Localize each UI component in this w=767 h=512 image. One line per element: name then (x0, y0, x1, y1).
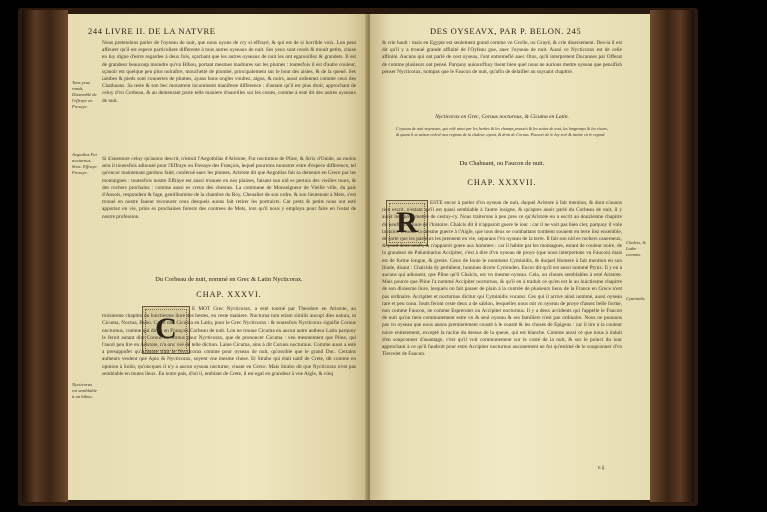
signature-mark: n ij (598, 466, 605, 471)
page-edges-right (650, 10, 694, 502)
right-caption-2: Du Chahuant, ou Faucon de nuit. (459, 160, 545, 167)
right-margin-note-2: Cyminidis (626, 296, 645, 301)
left-margin-note-2: Aegotilas Fur nocturnus. Strix. Effraye. Fresaye. (72, 152, 98, 175)
left-margin-note-3: Nycticorax est semblable à un hibou. (72, 382, 97, 399)
right-page (370, 14, 650, 500)
left-chapter-text: E MOT Grec Nycticorax, a esté tourné par Theodore en Aristote, au troisiesme chapitre du huictiesme liure des bestes, en ceste maniere. Nocturna tum etiam similis aucupi dies natura, ut Cicuma, Noctua, Bubo. Car il met Cicuma en Latin, pour le Grec Nycticorax : & toutesfois Nycticorax signifie Coruus nocturnus, comme qui diroit en François Corbeau de nuit. Lon ne trouue Cicuma en aucun autre autheur Latin parquoy le feroit autant dire Coruus nocturnus pour Nycticorax, que de prononcer Cicuma : veu mesmement que Pline, qui l'auoit peu lire en Aristote, n'a onc vsé de telle diction. Laine Cicuma, ains à dit Coruus nocturnus. Comme aussi a esté a presuppofer qu'Aristote n'ait le Nycticorax comme pour oyseau de nuit, qu'ossible que le grand Duc. Certains autheurs veulent que Apio & Nycticorax, soyent vne mesme chose. Et Strabo qui était natif de Crete, dit comme en opinion à Solin, qu'oncques il n'y a aucun oyseau nocturne, viuant en Grece. Mais Strabo dit que Nycticorax n'est pas semblable en toutes lieux. En notre pais, d'où il, emblant de Crete, il est egal en grandeur à vne Aigle, & cinq (102, 306, 356, 377)
left-page (68, 14, 368, 500)
left-margin-note-1: Tons yeux ronds, Dissemblé de l'effraye en Fresaye. (72, 80, 97, 109)
right-caption-1: Nycticorax en Grec, Coruus nocturnus, & Cicuma en Latin. (435, 114, 569, 120)
left-page-header: 244 LIVRE II. DE LA NATVRE (88, 26, 216, 36)
right-small-text: L'oyseau de nuit noyrastre, qui volé ainsi par les herbes & les champs poussés & les suites de tout, les longtemps & les rieurs, & quant il se saison enlevé aux regions de la chaleur, ayant, & droit de Coruus. Pouvoir de le luy voir & mettre en le regard. (396, 126, 608, 137)
right-chapter-heading: CHAP. XXXVII. (467, 178, 537, 187)
left-dropcap-letter: C (155, 312, 177, 345)
book (18, 8, 698, 506)
right-chapter-text: ESTE encor à parler d'vn oyseau de nuit, duquel Aristote à fait mention, & dont n'auons rien escrit, n'estant qu'il est quasi semblable à l'autre insigne, & qu'apres auoir parlé du Corbeau de nuit, il y auoit lieu pour mettre de cestuy-cy. Nous traiterons à peu pres ce qu'Aristote en a escrit au douziesme chapitre du neufiesme liure de l'histoire. Chalcis dit il n'apparoit guere le iour : car il ne voit pas bien cler, parquoy il vole la nuict. Il mene la mesme guerre à l'Aigle, que tous deux se combattans tombent souuent en terre liez ensemble, de sorte que les pasteurs les prennent en vie, separans l'vn oyseau de la terre. Il fait son nid es rochers cauerneux, & pond deux oeufs, & n'apparoit guere aux hommes : car il habite par les montagnes, estant de couleur noire, de la grandeur de Palumbarius Accipiter, c'est à dire d'vn oyseau de proye (que nous interpretons vn Faucon) mais est de forme longue, & greste. Ceux de Ionie le nomment Cyminidis, & duquel Homere à fait mention en son Iliade, disant : Chalcida dy perhibent, homines dicere Cyminden. Encor dit qu'il est aussi nommé Ptynx. Il y en à aucuns qui adiouent, que Pline qu'il Chalcis, est vn mesme oyseau. Cela, ou choses semblables à esté Aristote. Mais pource que Pline l'a nommé Accipiter nocturnus, & qu'il en à traduit ce qu'en est le au huictiesme chapitre de son dixiesme liure, lesquels on fait passer de plain à la contrée de plusieurs lieux de la France en Grece n'est pas ordinaire. Accipiter et nocturnus dicitur qui Cyminidis vocatur. Ces qui il arrive ainsi nommé, aussi oyseau rare et peu conu. Iouts feront ceste deux a de sablon, lesquelles nous ont vn oyseau de proye d'assez belle forme, non comme Faucon, ne comme Espreruier ou Accipiter nocturnus. Il y a deux accidents qui l'appelle le Faucon de nuit qu'on tient communement estre vn & seul oyseau & ses familiers n'est pas ordinaire. Nous ne pouuons pas vn oyseau que nous auons premierement cousté à le cousté & les choses de Epigeus : car il tire à la couleur noire entierement, excepté la racine du dessus de la queue, qui est blanche. Comme aussi ce que nous à induit d'en soupconner d'auantage, c'est qu'il voit communement sur le costé de la nuit, & sur le poinct du iour approchant à ce qu'il faudroit pour estre Accipiter nocturnus aucunement ne fut qu'estimé de le soupconner d'vn Tiercelet de Faucon. (382, 200, 622, 358)
right-margin-note-1: Chalcis, & Lathe commis. (626, 240, 646, 257)
right-dropcap-letter: R (396, 206, 418, 239)
right-paragraph-1: & crie hault : mais en Egypte est seulement grand comme vn Grolle, ou Grayé, & crie diuersement. Des-ia il est dit qu'il y a trouué grande affinité de l'Oyfeau gue, auec l'oyseau de nuit. Aussi ce Nycticorax est de celle affinité. Aucuns qui ont parlé de cest oyseau, l'ont entremeflé auec Otus, qu'il interpretent Docannes par Offerat de comme plusieurs ont pensé. Parquoy auiourd'huy lisent bien quel nous ne aurions mettre oyseau que pensifish penser Nycticorax, nompas que le Faucon de nuit, qu'afin de delaifter au suyuant chapitre. (382, 40, 622, 75)
left-caption: Du Corbeau de nuit, nommé en Grec & Latin Nycticorax. (155, 276, 303, 283)
left-paragraph-1: Nous pretendons parler de l'oyseau de nuit, que nous oyons de cry si effrayé, & qui est de si horrible voix. Lon peut affeurer qu'il est espece particuliere differente à tous autres oyseaux de nuit. Ses yeux sont ronds & moult petits, chose en luy digne d'estre regardee à deux fois, sçachant que les autres oyseaux de nuit les ont egarouillez & grandets. Il est de grandeur beaucoup moindre qu'vn Hibou, portant mesmes madrures sur les plumes : toutesfois il est d'autre couleur, sçauoir est quelque peu plus noiraftre, mouchetté de plombé, principalement sur le bout des aisles, & de la queuë. Ses iambes & pieds sont couuertes de plumes, ayans bons ongles voultez, aigus, & noirs, aussi ordonnez comme ceux des Chathuans. Sa teste & son bec monstrent incontinent manifeste difference : d'autant qu'il est plus droit, approchant de celuy d'vn Corbeau, & au demeurant porte telle maniere d'aureilles sur les costes, comme à esté dit des autres oyseaux de nuit. (102, 40, 356, 104)
page-edges-left (22, 10, 68, 502)
left-paragraph-2: Si d'auenture celuy qu'auons descrit, n'estoit l'Aegothilas d'Aristote, Fur nocturnus de Pline, & Strix d'Ouide, au moins sera il toutesfois adiousté pour l'Effraye ou Fresaye des François, lequel pourrons monstrer estre d'espece difference, tel qu'encor maintenant gardons faité, conferué auec les plumes. Aristote dit que Aegotilas fait sa demeure en Grece par les montaignes : toutesfois nostre Effraye est aussi trouuee en nos plaines, faisant son nid es pertuis des vieilles tours, & des rochers prochains : comme aussi es creux des chesnes. La commune de Monseigneur de Vieille ville, du pais d'Ansois, respondent & fage, gentilhomme de la chambre du Roy, Cheualier de son ordre, & son lieutenant à Mets, s'est trouué en nostre faueur recouurer ceux desquels auons fait retirer les portraicts. Car pretz & petits nous ont esté apportez en vie, prins es prochaines forests des contrees de Mets, lors qu'il nous y employa pour faire en l'estat de nostre profession. (102, 156, 356, 220)
right-page-header: DES OYSEAVX, PAR P. BELON. 245 (430, 26, 582, 36)
left-chapter-heading: CHAP. XXXVI. (196, 290, 262, 299)
